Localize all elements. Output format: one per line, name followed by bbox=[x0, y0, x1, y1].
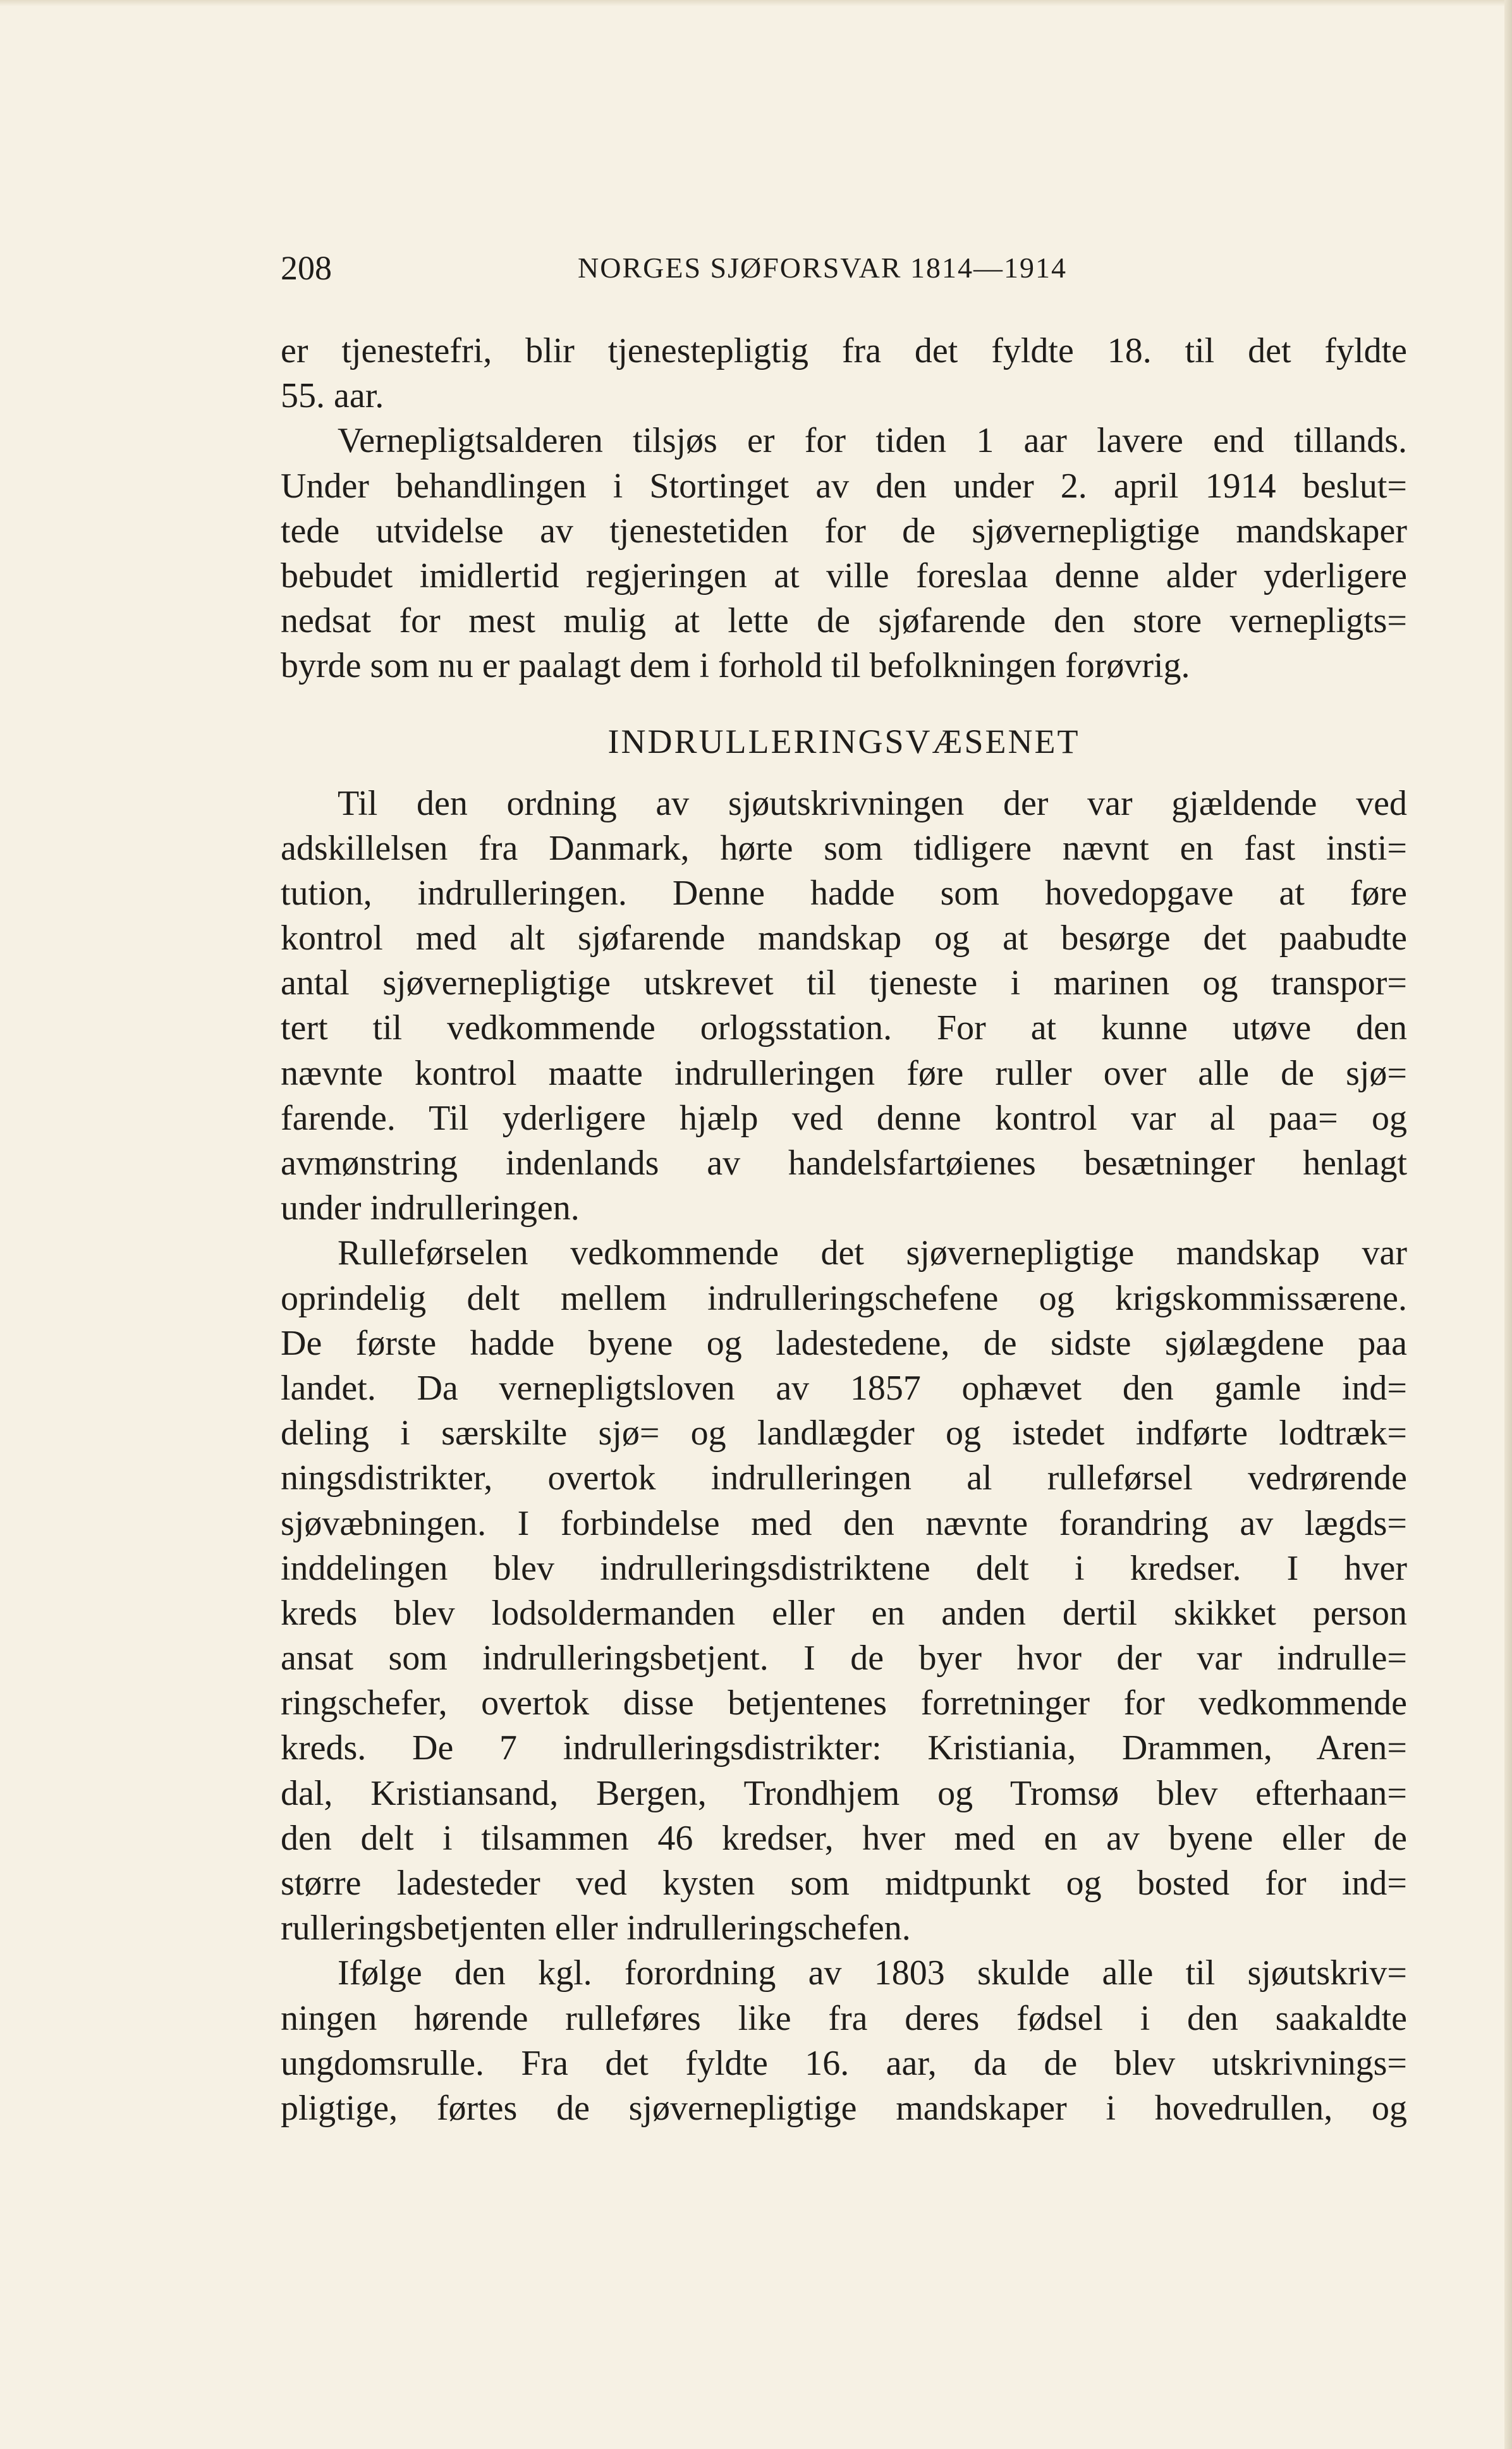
text-line: 55. aar. bbox=[281, 376, 384, 416]
text-line: ningen hørende rulleføres like fra deres fødsel i den saakaldte bbox=[281, 1998, 1407, 2038]
text-line: Ifølge den kgl. forordning av 1803 skulde alle til sjøutskriv= bbox=[338, 1953, 1407, 1993]
text-line: kontrol med alt sjøfarende mandskap og at besørge det paabudte bbox=[281, 919, 1407, 958]
text-line: antal sjøvernepligtige utskrevet til tjeneste i marinen og transpor= bbox=[281, 963, 1407, 1003]
text-line: avmønstring indenlands av handelsfartøienes besætninger henlagt bbox=[281, 1144, 1407, 1183]
paragraph-forordning bbox=[281, 1951, 1407, 2131]
text-line: ansat som indrulleringsbetjent. I de byer hvor der var indrulle= bbox=[281, 1639, 1407, 1678]
page-number: 208 bbox=[281, 249, 332, 287]
text-line: byrde som nu er paalagt dem i forhold til befolkningen forøvrig. bbox=[281, 646, 1190, 686]
running-head bbox=[281, 240, 1407, 296]
text-line: ringschefer, overtok disse betjentenes forretninger for vedkommende bbox=[281, 1683, 1407, 1723]
text-line: ungdomsrulle. Fra det fyldte 16. aar, da de blev utskrivnings= bbox=[281, 2043, 1407, 2083]
text-line: inddelingen blev indrulleringsdistriktene delt i kredser. I hver bbox=[281, 1548, 1407, 1588]
text-line: kreds blev lodsoldermanden eller en anden dertil skikket person bbox=[281, 1593, 1407, 1633]
text-line: De første hadde byene og ladestedene, de sidste sjølægdene paa bbox=[281, 1323, 1407, 1363]
text-line: farende. Til yderligere hjælp ved denne kontrol var al paa= og bbox=[281, 1098, 1407, 1138]
text-line: større ladesteder ved kysten som midtpunkt og bosted for ind= bbox=[281, 1864, 1407, 1903]
text-line: Under behandlingen i Stortinget av den under 2. april 1914 beslut= bbox=[281, 466, 1407, 506]
text-line: tede utvidelse av tjenestetiden for de sjøvernepligtige mandskaper bbox=[281, 511, 1407, 551]
text-line: adskillelsen fra Danmark, hørte som tidligere nævnt en fast insti= bbox=[281, 828, 1407, 868]
text-line: kreds. De 7 indrulleringsdistrikter: Kristiania, Drammen, Aren= bbox=[281, 1728, 1407, 1768]
page-right-edge bbox=[1504, 0, 1512, 2449]
text-line: dal, Kristiansand, Bergen, Trondhjem og Tromsø blev efterhaan= bbox=[281, 1773, 1407, 1813]
text-line: er tjenestefri, blir tjenestepligtig fra det fyldte 18. til det fyldte bbox=[281, 331, 1407, 370]
paragraph-vernepligtsalder bbox=[281, 418, 1407, 688]
text-line: Rulleførselen vedkommende det sjøvernepligtige mandskap var bbox=[338, 1233, 1407, 1273]
text-line: pligtige, førtes de sjøvernepligtige mandskaper i hovedrullen, og bbox=[281, 2088, 1407, 2128]
page-top-edge bbox=[0, 0, 1512, 6]
running-title: NORGES SJØFORSVAR 1814—1914 bbox=[578, 252, 1067, 284]
text-line: tution, indrulleringen. Denne hadde som hovedopgave at føre bbox=[281, 873, 1407, 913]
text-line: nævnte kontrol maatte indrulleringen føre ruller over alle de sjø= bbox=[281, 1053, 1407, 1093]
text-line: den delt i tilsammen 46 kredser, hver med en av byene eller de bbox=[281, 1818, 1407, 1858]
text-line: rulleringsbetjenten eller indrulleringschefen. bbox=[281, 1909, 911, 1948]
text-line: under indrulleringen. bbox=[281, 1188, 580, 1228]
text-line: Vernepligtsalderen tilsjøs er for tiden 1 aar lavere end tillands. bbox=[338, 421, 1407, 461]
continuation-paragraph bbox=[281, 329, 1407, 418]
text-line: deling i særskilte sjø= og landlægder og istedet indførte lodtræk= bbox=[281, 1414, 1407, 1453]
text-line: oprindelig delt mellem indrulleringschefene og krigskommissærene. bbox=[281, 1278, 1407, 1318]
text-line: ningsdistrikter, overtok indrulleringen al rulleførsel vedrørende bbox=[281, 1458, 1407, 1498]
paragraph-rulleforselen bbox=[281, 1231, 1407, 1951]
text-line: bebudet imidlertid regjeringen at ville foreslaa denne alder yderligere bbox=[281, 556, 1407, 595]
section-heading: INDRULLERINGSVÆSENET bbox=[607, 722, 1080, 760]
text-line: landet. Da vernepligtsloven av 1857 ophævet den gamle ind= bbox=[281, 1368, 1407, 1408]
text-line: sjøvæbningen. I forbindelse med den nævnte forandring av lægds= bbox=[281, 1503, 1407, 1543]
book-page-text bbox=[281, 240, 1407, 2131]
text-line: nedsat for mest mulig at lette de sjøfarende den store vernepligts= bbox=[281, 601, 1407, 641]
text-line: Til den ordning av sjøutskrivningen der var gjældende ved bbox=[338, 783, 1407, 823]
text-line: tert til vedkommende orlogsstation. For at kunne utøve den bbox=[281, 1008, 1407, 1048]
paragraph-ordning bbox=[281, 781, 1407, 1231]
